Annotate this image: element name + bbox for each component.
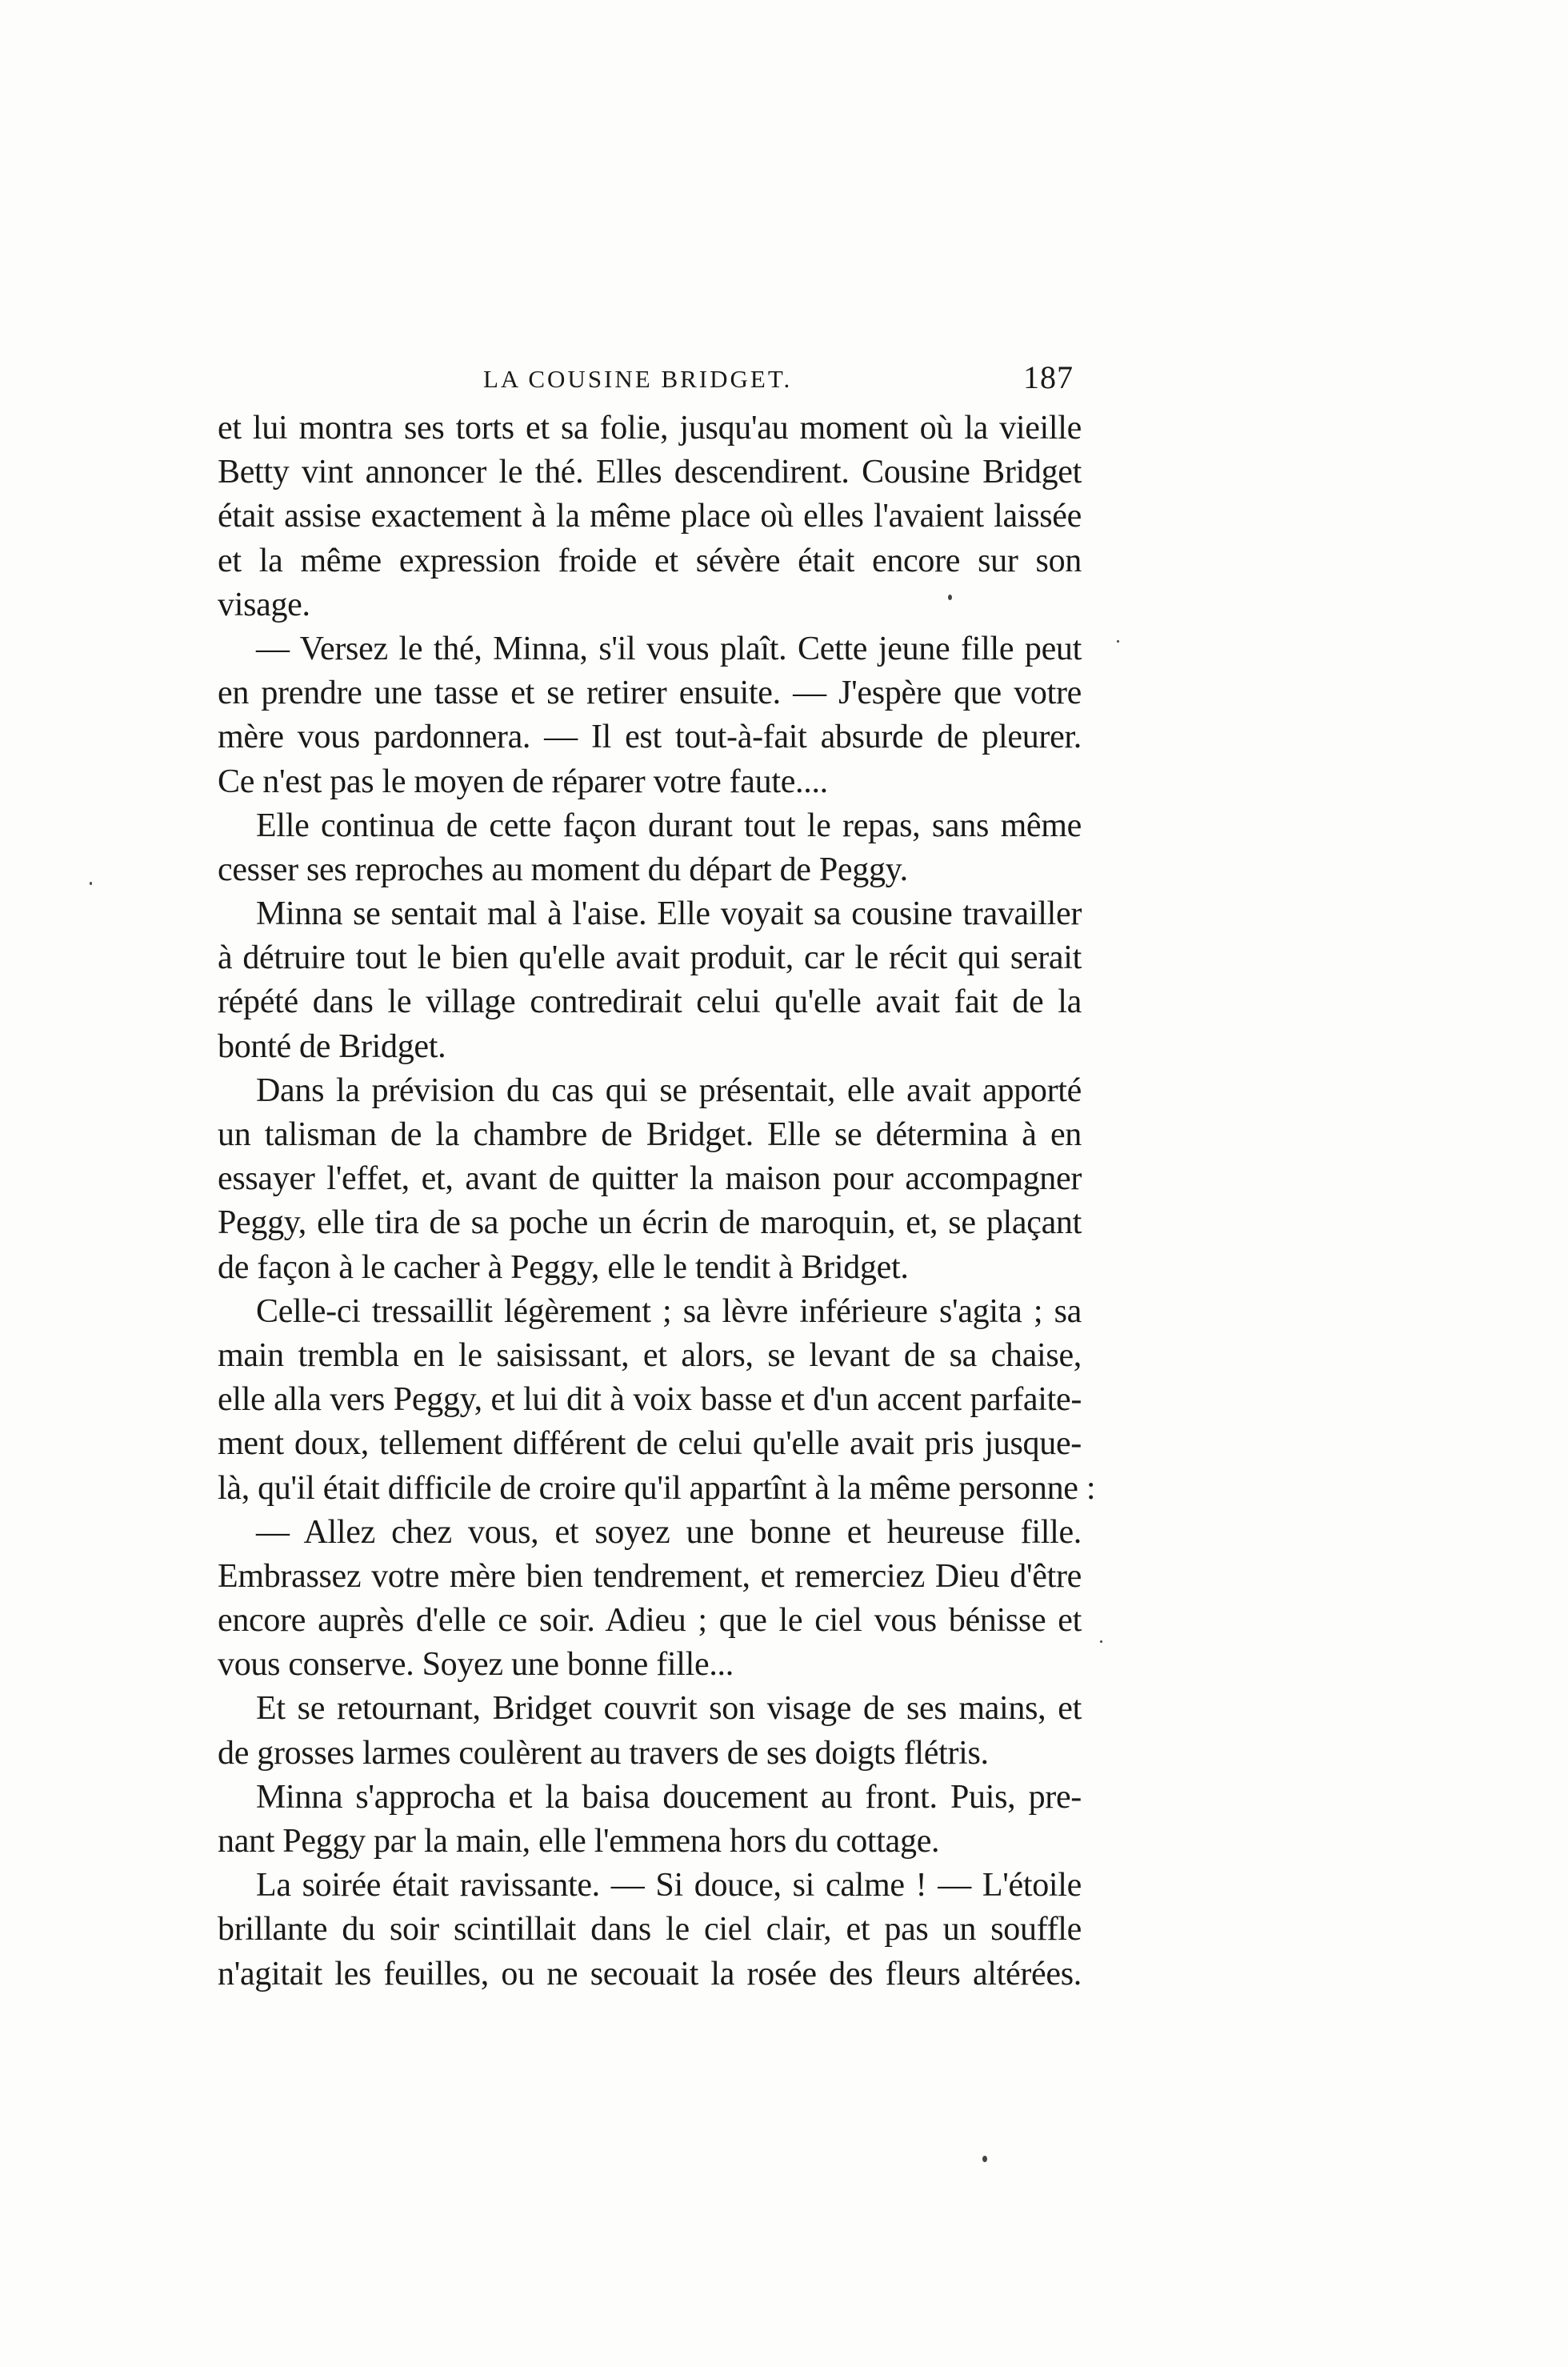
- text-line: — Versez le thé, Minna, s'il vous plaît. Cette jeune fille peut: [256, 630, 1082, 667]
- ink-speck: [982, 2156, 987, 2162]
- text-line: Elle continua de cette façon durant tout le repas, sans même: [256, 807, 1082, 844]
- text-line: Ce n'est pas le moyen de réparer votre faute....: [218, 763, 828, 800]
- text-line: Celle-ci tressaillit légèrement ; sa lèvre inférieure s'agita ; sa: [256, 1292, 1082, 1330]
- text-line: en prendre une tasse et se retirer ensuite. — J'espère que votre: [218, 675, 1082, 712]
- text-line: essayer l'effet, et, avant de quitter la maison pour accompagner: [218, 1160, 1082, 1198]
- text-line: encore auprès d'elle ce soir. Adieu ; que le ciel vous bénisse et: [218, 1602, 1082, 1640]
- text-line: main trembla en le saisissant, et alors, se levant de sa chaise,: [218, 1336, 1082, 1374]
- text-line: cesser ses reproches au moment du départ de Peggy.: [218, 851, 908, 888]
- text-line: de façon à le cacher à Peggy, elle le tendit à Bridget.: [218, 1248, 909, 1286]
- text-line: un talisman de la chambre de Bridget. Elle se détermina à en: [218, 1116, 1082, 1153]
- text-line: était assise exactement à la même place où elles l'avaient laissée: [218, 498, 1082, 535]
- text-line: bonté de Bridget.: [218, 1027, 446, 1065]
- text-line: Betty vint annoncer le thé. Elles descendirent. Cousine Bridget: [218, 454, 1082, 491]
- text-line: Et se retournant, Bridget couvrit son visage de ses mains, et: [256, 1690, 1082, 1728]
- text-line: — Allez chez vous, et soyez une bonne et heureuse fille.: [256, 1513, 1082, 1551]
- text-line: de grosses larmes coulèrent au travers de ses doigts flétris.: [218, 1734, 989, 1772]
- text-line: nant Peggy par la main, elle l'emmena hors du cottage.: [218, 1823, 940, 1860]
- body-text: [218, 407, 1096, 1997]
- text-line: répété dans le village contredirait celui qu'elle avait fait de la: [218, 983, 1082, 1021]
- running-title: LA COUSINE BRIDGET.: [483, 365, 793, 393]
- text-line: visage.: [218, 586, 310, 623]
- text-line: n'agitait les feuilles, ou ne secouait la rosée des fleurs altérées.: [218, 1955, 1082, 1993]
- text-line: mère vous pardonnera. — Il est tout-à-fait absurde de pleurer.: [218, 719, 1082, 756]
- ink-speck: [1100, 1640, 1102, 1643]
- ink-speck: [948, 595, 952, 600]
- running-head: [218, 358, 1082, 399]
- text-line: là, qu'il était difficile de croire qu'il appartînt à la même personne :: [218, 1469, 1096, 1507]
- text-line: Peggy, elle tira de sa poche un écrin de maroquin, et, se plaçant: [218, 1204, 1082, 1242]
- ink-speck: [1117, 640, 1119, 643]
- text-line: et lui montra ses torts et sa folie, jusqu'au moment où la vieille: [218, 410, 1082, 447]
- text-line: Minna s'approcha et la baisa doucement au front. Puis, pre-: [256, 1778, 1082, 1816]
- text-line: à détruire tout le bien qu'elle avait produit, car le récit qui serait: [218, 939, 1082, 977]
- text-line: elle alla vers Peggy, et lui dit à voix basse et d'un accent parfaite-: [218, 1381, 1082, 1419]
- text-line: Minna se sentait mal à l'aise. Elle voyait sa cousine travailler: [256, 895, 1082, 933]
- text-line: Dans la prévision du cas qui se présentait, elle avait apporté: [256, 1071, 1082, 1109]
- text-line: Embrassez votre mère bien tendrement, et remerciez Dieu d'être: [218, 1557, 1082, 1595]
- ink-speck: [90, 882, 92, 885]
- text-line: vous conserve. Soyez une bonne fille...: [218, 1646, 734, 1684]
- text-line: ment doux, tellement différent de celui qu'elle avait pris jusque-: [218, 1425, 1082, 1463]
- text-line: et la même expression froide et sévère était encore sur son: [218, 542, 1082, 579]
- text-line: brillante du soir scintillait dans le ciel clair, et pas un souffle: [218, 1911, 1082, 1948]
- text-line: La soirée était ravissante. — Si douce, si calme ! — L'étoile: [256, 1867, 1082, 1904]
- page-number: 187: [1023, 359, 1074, 395]
